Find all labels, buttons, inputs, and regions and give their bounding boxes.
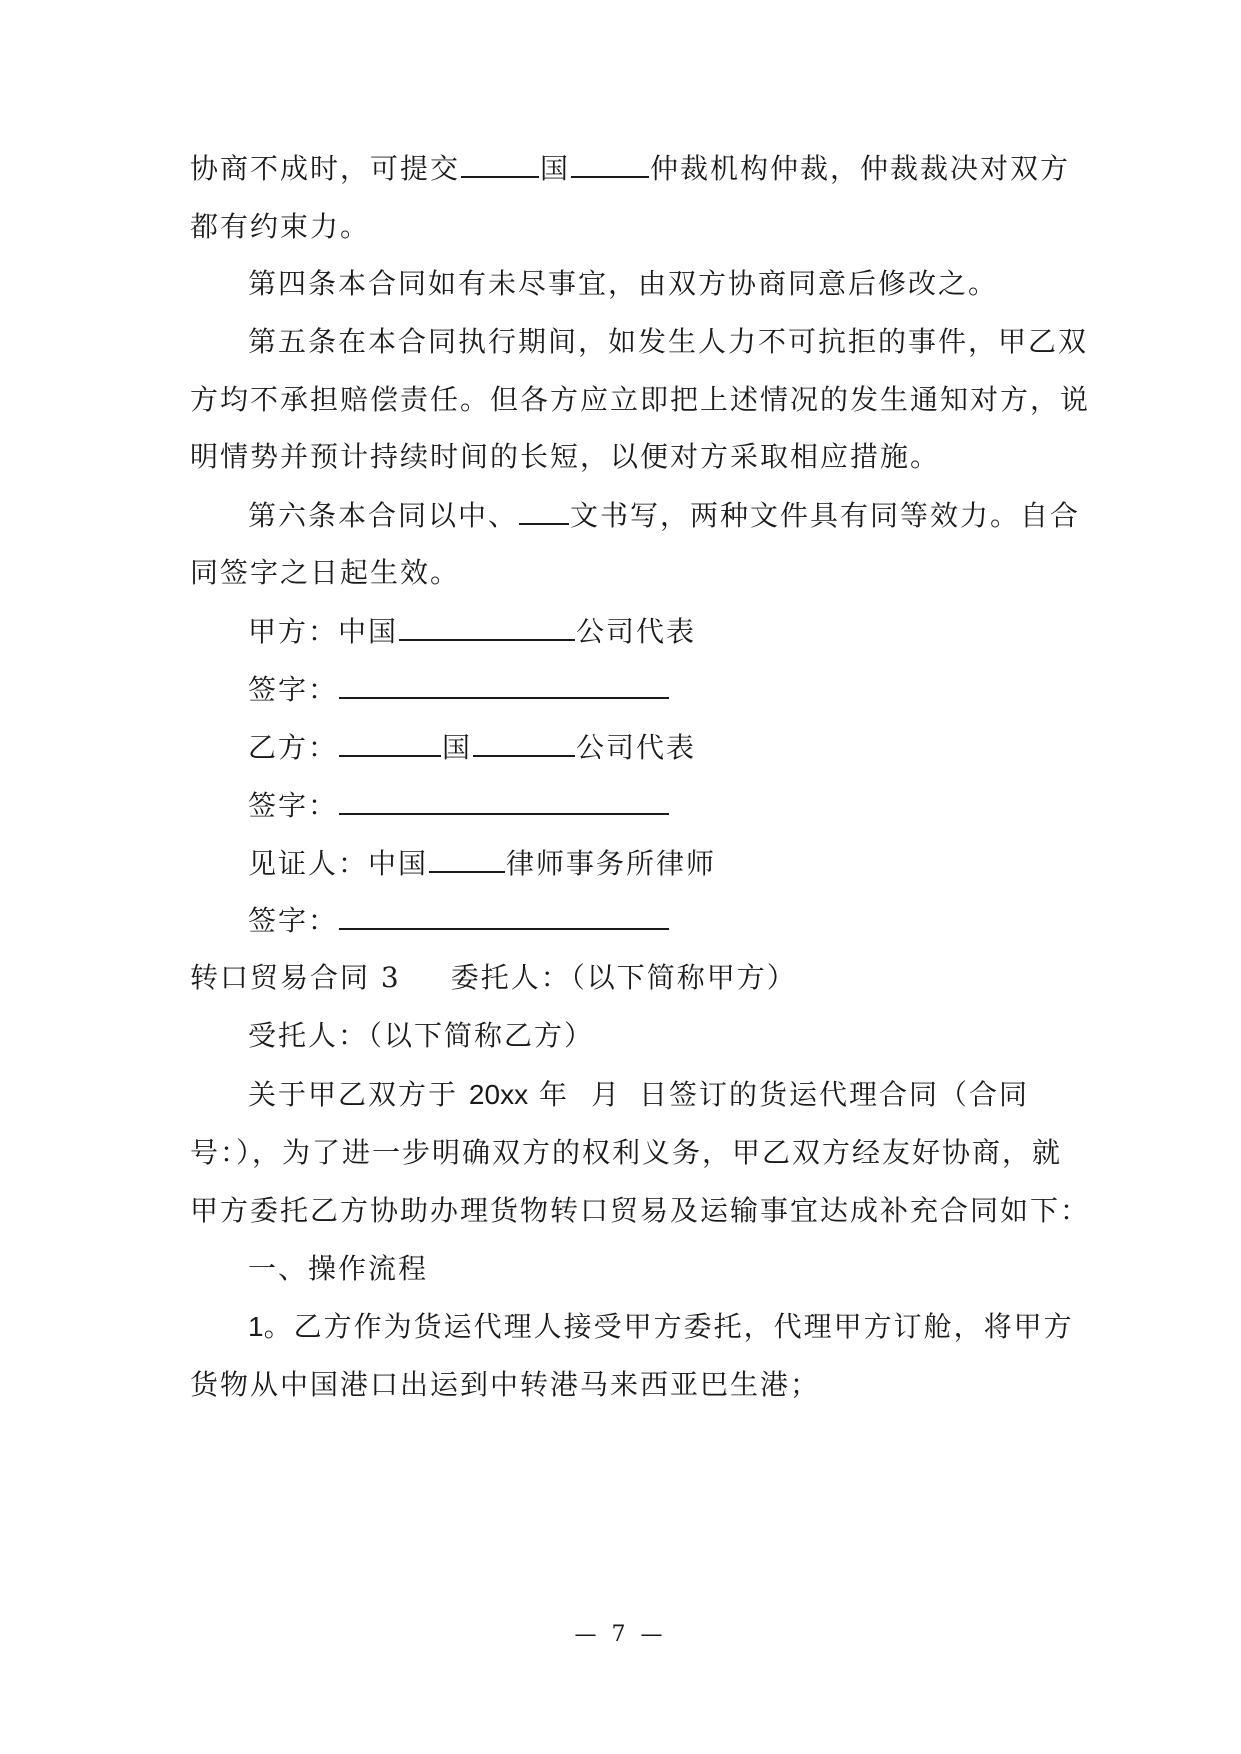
witness-line [248,843,716,883]
text-line: 号：），为了进一步明确双方的权利义务，甲乙双方经友好协商，就 [190,1136,1063,1169]
text-line: 同签字之日起生效。 [190,556,461,589]
signature-line [248,785,670,825]
text: 仲裁机构仲裁，仲裁裁决对双方 [650,152,1071,185]
text: 协商不成时，可提交 [190,152,461,185]
text-line: 货物从中国港口出运到中转港马来西亚巴生港； [190,1368,821,1401]
text: 律师事务所律师 [506,847,717,880]
text-line: 明情势并预计持续时间的长短，以便对方采取相应措施。 [190,440,941,473]
text-line: 甲方委托乙方协助办理货物转口贸易及运输事宜达成补充合同如下： [190,1194,1091,1227]
blank-underline [429,843,505,873]
signature-label: 签字： [248,673,339,706]
list-item [248,1307,1074,1347]
year: 20xx [468,1079,529,1110]
text: 。乙方作为货运代理人接受甲方委托，代理甲方订舱，将甲方 [263,1310,1074,1343]
text: 日签订的货运代理合同（合同 [639,1078,1030,1111]
blank-underline [339,727,441,757]
signature-underline [339,785,669,815]
text: 文书写，两种文件具有同等效力。自合 [570,499,1081,532]
text: 年 [538,1078,569,1111]
blank-underline [461,148,539,178]
contract-3-heading [190,958,797,998]
section-heading: 一、操作流程 [248,1252,429,1285]
text: 月 [591,1078,622,1111]
text: 公司代表 [576,731,697,764]
paragraph-intro [248,1075,1029,1115]
principal-label: 委托人：（以下简称甲方） [450,961,797,994]
item-number: 1 [248,1311,264,1342]
text: 关于甲乙双方于 [248,1078,459,1111]
text: 国 [540,152,571,185]
paragraph-article-4: 第四条本合同如有未尽事宜，由双方协商同意后修改之。 [248,267,999,300]
text: 公司代表 [576,615,697,648]
signature-underline [339,669,669,699]
text: 见证人：中国 [248,847,429,880]
signature-line [248,669,670,709]
text: 第六条本合同以中、 [248,499,519,532]
party-a-line [248,611,696,651]
signature-label: 签字： [248,789,339,822]
signature-line [248,900,670,940]
party-b-line [248,727,696,767]
blank-underline [571,148,649,178]
text-line: 都有约束力。 [190,210,371,243]
signature-underline [339,900,669,930]
blank-underline [519,495,569,525]
text: 甲方：中国 [248,615,399,648]
signature-label: 签字： [248,904,339,937]
paragraph-article-6 [248,495,1080,535]
text: 乙方： [248,731,339,764]
contract-title: 转口贸易合同 3 [190,961,401,994]
page-number: — 7 — [574,1622,667,1647]
trustee-line: 受托人：（以下简称乙方） [248,1019,595,1052]
blank-underline [399,611,575,641]
paragraph-article-5: 第五条在本合同执行期间，如发生人力不可抗拒的事件，甲乙双 [248,325,1089,358]
text-line [190,148,1070,188]
text-line: 方均不承担赔偿责任。但各方应立即把上述情况的发生通知对方，说 [190,383,1091,416]
text: 国 [442,731,473,764]
blank-underline [473,727,575,757]
